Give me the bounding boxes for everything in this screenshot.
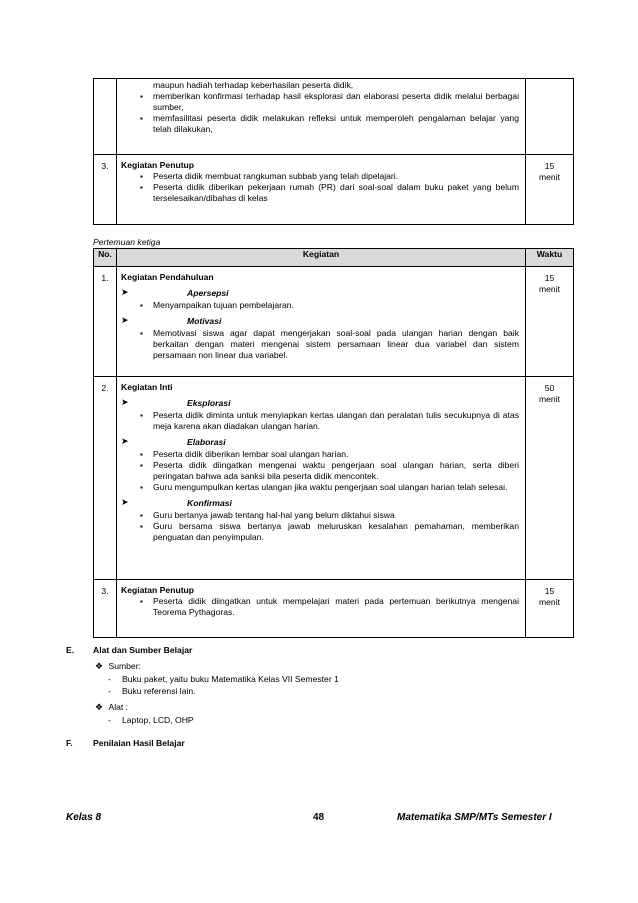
row-number: 1. [94,267,117,377]
list-item: ▪ Peserta didik diingatkan mengenai waktu pengerjaan soal ulangan harian, serta diberi peringatan bahwa ada sanksi bila peserta didik mencontek. [121,460,519,482]
activity-title: Kegiatan Inti [121,382,173,392]
time-value: 15 [544,161,555,171]
list-item: ▪ Menyampaikan tujuan pembelajaran. [121,300,519,311]
diamond-bullet-icon: ❖ [95,661,104,671]
section-e-letter: E. [66,645,75,655]
list-item: - Buku paket, yaitu buku Matematika Kelas VII Semester 1 [108,674,339,684]
table-header [94,249,574,267]
time-value: 50 [544,383,555,393]
header-no: No. [94,249,117,267]
footer-left: Kelas 8 [66,812,102,823]
list-item: - Laptop, LCD, OHP [108,715,194,725]
row-number: 3. [94,580,117,638]
meeting-label: Pertemuan ketiga [93,237,161,247]
time-cell [526,155,574,225]
time-value: 15 [544,273,555,283]
sumber-heading: ❖ Sumber: [95,661,141,671]
footer-right: Matematika SMP/MTs Semester I [397,812,552,823]
subsection-heading: ➤ Konfirmasi [121,497,232,508]
page-number: 48 [313,812,325,823]
list-item: ▪ memfasilitasi peserta didik melakukan refleksi untuk memperoleh pengalaman belajar yang telah dilakukan, [121,113,519,135]
list-item: ▪ Peserta didik diingatkan untuk mempelajari materi pada pertemuan berikutnya mengenai Teorema Pythagoras. [121,596,519,618]
list-item: ▪ Guru bersama siswa bertanya jawab meluruskan kesalahan pemahaman, memberikan penguatan dan penyimpulan. [121,521,519,543]
subsection-heading: ➤ Elaborasi [121,436,226,447]
header-activity: Kegiatan [117,249,526,267]
list-item: ▪ Memotivasi siswa agar dapat mengerjakan soal-soal pada ulangan harian dengan baik berkaitan dengan materi mengenai sistem persamaan linear dua variabel dan sistem persamaan non linear dua variabel. [121,328,519,361]
table-row [94,580,574,638]
list-item: ▪ Guru mengumpulkan kertas ulangan jika waktu pengerjaan soal ulangan harian telah selesai. [121,482,519,493]
time-value: 15 [544,586,555,596]
subsection-heading: ➤ Motivasi [121,315,222,326]
meeting-table [93,248,574,638]
row-number: 3. [94,155,117,225]
time-unit: menit [538,394,560,404]
section-f-title: Penilaian Hasil Belajar [93,738,185,748]
table-row [94,267,574,377]
continued-text: maupun hadiah terhadap keberhasilan peserta didik, [153,80,354,90]
list-item: ▪ Peserta didik diberikan lembar soal ulangan harian. [121,449,519,460]
time-cell [526,267,574,377]
continuation-table [93,78,574,225]
activity-title: Kegiatan Penutup [121,160,195,170]
arrow-bullet-icon: ➤ [121,436,129,446]
time-cell [526,377,574,580]
arrow-bullet-icon: ➤ [121,497,129,507]
activity-title: Kegiatan Pendahuluan [121,272,214,282]
section-f-letter: F. [66,738,73,748]
list-item: ▪ Guru bertanya jawab tentang hal-hal yang belum diktahui siswa [121,510,519,521]
list-item: ▪ Peserta didik diberikan pekerjaan rumah (PR) dari soal-soal dalam buku paket yang belum terselesaikan/dibahas di kelas [121,182,519,204]
header-time: Waktu [526,249,574,267]
row-number: 2. [94,377,117,580]
arrow-bullet-icon: ➤ [121,397,129,407]
list-item: - Buku referensi lain. [108,686,196,696]
time-unit: menit [538,172,560,182]
table-row [94,79,574,155]
subsection-heading: ➤ Apersepsi [121,287,229,298]
list-item: ▪ memberikan konfirmasi terhadap hasil eksplorasi dan elaborasi peserta didik melalui berbagai sumber, [121,91,519,113]
table-row [94,377,574,580]
time-unit: menit [538,284,560,294]
list-item: ▪ Peserta didik diminta untuk menyiapkan kertas ulangan dan peralatan tulis secukupnya di atas meja karena akan diadakan ulangan harian. [121,410,519,432]
activity-title: Kegiatan Penutup [121,585,195,595]
time-unit: menit [538,597,560,607]
arrow-bullet-icon: ➤ [121,315,129,325]
arrow-bullet-icon: ➤ [121,287,129,297]
time-cell [526,580,574,638]
table-row [94,155,574,225]
subsection-heading: ➤ Eksplorasi [121,397,231,408]
diamond-bullet-icon: ❖ [95,702,104,712]
list-item: ▪ Peserta didik membuat rangkuman subbab yang telah dipelajari. [121,171,519,182]
alat-heading: ❖ Alat : [95,702,129,712]
section-e-title: Alat dan Sumber Belajar [93,645,193,655]
